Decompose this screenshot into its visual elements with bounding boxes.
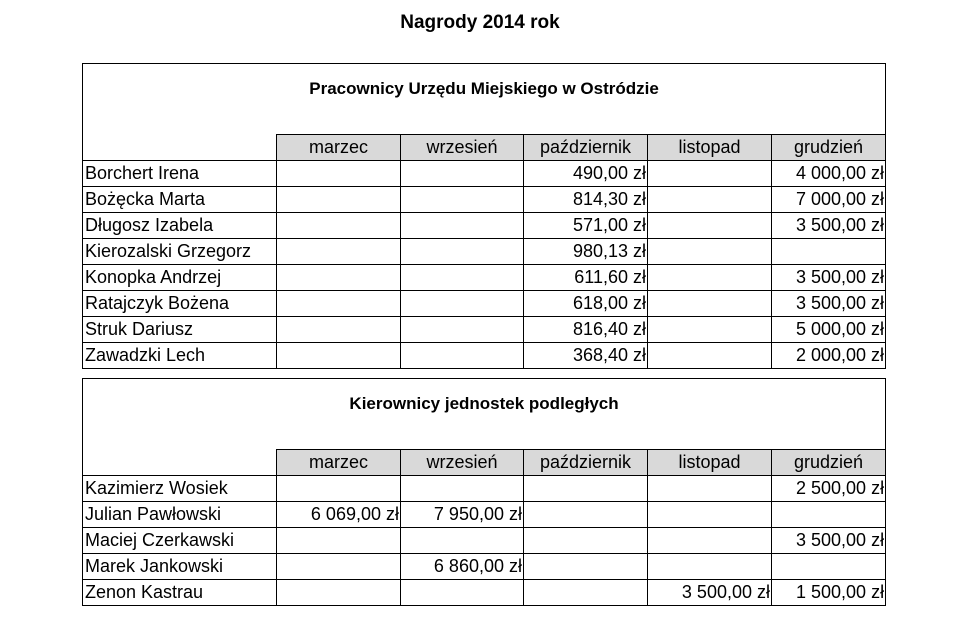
award-amount — [401, 317, 524, 343]
employee-name: Zawadzki Lech — [83, 343, 277, 369]
table-row — [83, 317, 886, 343]
award-amount: 7 000,00 zł — [772, 187, 886, 213]
award-amount — [277, 239, 401, 265]
award-amount: 814,30 zł — [524, 187, 648, 213]
award-amount: 618,00 zł — [524, 291, 648, 317]
table-row — [83, 502, 886, 528]
award-amount — [648, 554, 772, 580]
award-amount: 6 860,00 zł — [401, 554, 524, 580]
award-amount — [401, 291, 524, 317]
award-amount: 571,00 zł — [524, 213, 648, 239]
award-amount: 611,60 zł — [524, 265, 648, 291]
month-header-0: marzec — [277, 135, 401, 161]
month-header-2: październik — [524, 135, 648, 161]
award-amount: 3 500,00 zł — [772, 213, 886, 239]
employee-name: Julian Pawłowski — [83, 502, 277, 528]
table-row — [83, 161, 886, 187]
header-blank-cell — [83, 450, 277, 476]
award-amount — [277, 213, 401, 239]
month-header-1: wrzesień — [401, 135, 524, 161]
award-amount — [401, 476, 524, 502]
month-header-4: grudzień — [772, 135, 886, 161]
award-amount — [401, 528, 524, 554]
employee-name: Zenon Kastrau — [83, 580, 277, 606]
award-amount: 7 950,00 zł — [401, 502, 524, 528]
award-amount: 3 500,00 zł — [772, 265, 886, 291]
award-amount — [277, 476, 401, 502]
month-header-3: listopad — [648, 135, 772, 161]
employee-name: Kazimierz Wosiek — [83, 476, 277, 502]
award-amount: 2 000,00 zł — [772, 343, 886, 369]
award-amount — [277, 291, 401, 317]
award-amount — [524, 580, 648, 606]
table-heading: Kierownicy jednostek podległych — [83, 379, 886, 450]
award-amount — [772, 239, 886, 265]
award-amount — [401, 187, 524, 213]
employee-name: Ratajczyk Bożena — [83, 291, 277, 317]
employee-name: Kierozalski Grzegorz — [83, 239, 277, 265]
award-amount — [277, 187, 401, 213]
award-amount — [277, 161, 401, 187]
employee-name: Bożęcka Marta — [83, 187, 277, 213]
month-header-3: listopad — [648, 450, 772, 476]
award-amount: 2 500,00 zł — [772, 476, 886, 502]
award-amount — [401, 343, 524, 369]
award-amount — [648, 502, 772, 528]
month-header-4: grudzień — [772, 450, 886, 476]
award-amount — [524, 476, 648, 502]
award-amount: 4 000,00 zł — [772, 161, 886, 187]
award-amount: 3 500,00 zł — [772, 291, 886, 317]
month-header-2: październik — [524, 450, 648, 476]
award-amount — [648, 528, 772, 554]
award-amount — [648, 265, 772, 291]
award-amount — [277, 343, 401, 369]
award-amount — [401, 580, 524, 606]
award-amount: 3 500,00 zł — [648, 580, 772, 606]
table-row — [83, 554, 886, 580]
award-amount: 5 000,00 zł — [772, 317, 886, 343]
award-amount — [401, 161, 524, 187]
table-row — [83, 239, 886, 265]
award-amount — [648, 317, 772, 343]
award-amount — [648, 213, 772, 239]
award-amount — [277, 317, 401, 343]
employee-name: Konopka Andrzej — [83, 265, 277, 291]
award-amount — [648, 291, 772, 317]
award-amount — [277, 528, 401, 554]
award-amount — [648, 343, 772, 369]
employee-name: Maciej Czerkawski — [83, 528, 277, 554]
award-amount: 980,13 zł — [524, 239, 648, 265]
award-amount — [648, 476, 772, 502]
award-amount: 816,40 zł — [524, 317, 648, 343]
table-row — [83, 265, 886, 291]
table-heading: Pracownicy Urzędu Miejskiego w Ostródzie — [83, 64, 886, 135]
award-amount: 3 500,00 zł — [772, 528, 886, 554]
table-employees — [82, 63, 886, 369]
employee-name: Długosz Izabela — [83, 213, 277, 239]
award-amount: 368,40 zł — [524, 343, 648, 369]
employee-name: Struk Dariusz — [83, 317, 277, 343]
award-amount — [401, 239, 524, 265]
award-amount — [401, 265, 524, 291]
award-amount — [524, 502, 648, 528]
award-amount — [401, 213, 524, 239]
header-blank-cell — [83, 135, 277, 161]
table-row — [83, 580, 886, 606]
award-amount: 490,00 zł — [524, 161, 648, 187]
award-amount: 1 500,00 zł — [772, 580, 886, 606]
award-amount — [277, 580, 401, 606]
award-amount — [772, 502, 886, 528]
table-row — [83, 187, 886, 213]
month-header-1: wrzesień — [401, 450, 524, 476]
award-amount — [277, 554, 401, 580]
table-unit-managers — [82, 378, 886, 606]
month-header-0: marzec — [277, 450, 401, 476]
award-amount — [524, 554, 648, 580]
employee-name: Borchert Irena — [83, 161, 277, 187]
document-title: Nagrody 2014 rok — [400, 12, 560, 33]
award-amount — [648, 239, 772, 265]
table-row — [83, 213, 886, 239]
award-amount — [772, 554, 886, 580]
table-row — [83, 528, 886, 554]
award-amount — [648, 161, 772, 187]
table-row — [83, 476, 886, 502]
table-row — [83, 291, 886, 317]
award-amount — [648, 187, 772, 213]
award-amount — [524, 528, 648, 554]
award-amount — [277, 265, 401, 291]
award-amount: 6 069,00 zł — [277, 502, 401, 528]
employee-name: Marek Jankowski — [83, 554, 277, 580]
table-row — [83, 343, 886, 369]
